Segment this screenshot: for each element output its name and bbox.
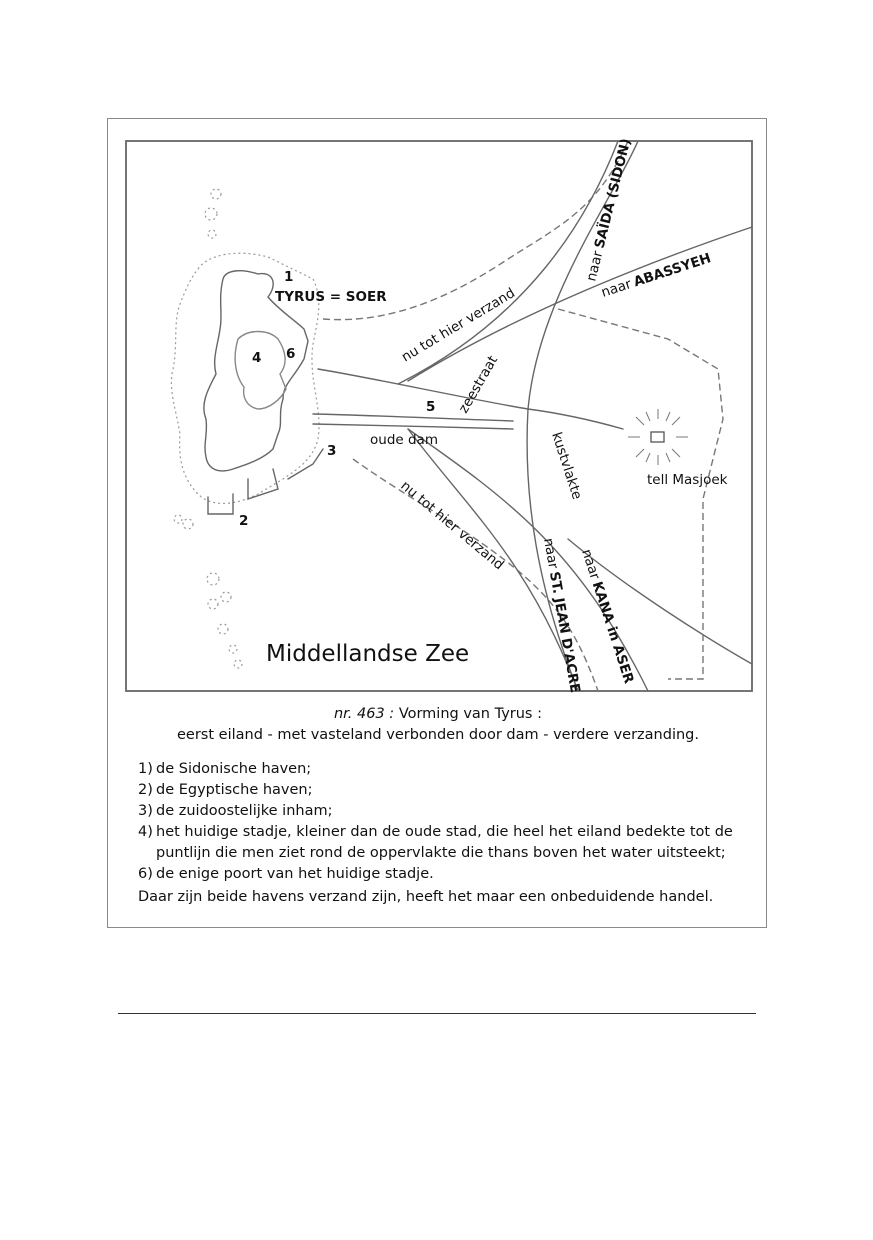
marker-5: 5 bbox=[426, 399, 436, 415]
caption-number: nr. 463 : bbox=[333, 706, 395, 722]
caption-title: Vorming van Tyrus : bbox=[398, 706, 542, 722]
svg-text:naar: naar bbox=[578, 547, 603, 582]
marker-1: 1 bbox=[284, 269, 294, 285]
oude-dam-label: oude dam bbox=[370, 432, 438, 448]
zeestraat-label: zeestraat bbox=[455, 353, 502, 416]
road-label-saida bbox=[582, 137, 634, 283]
svg-text:naar: naar bbox=[599, 276, 634, 301]
tyrus-label: TYRUS = SOER bbox=[275, 289, 387, 305]
legend-item: 6) de enige poort van het huidige stadje. bbox=[138, 866, 434, 882]
kustvlakte-label: kustvlakte bbox=[548, 430, 585, 502]
marker-3: 3 bbox=[327, 443, 337, 459]
page-divider bbox=[118, 1013, 756, 1014]
sea-label: Middellandse Zee bbox=[266, 641, 470, 667]
reef-stones bbox=[174, 189, 242, 668]
figure-frame bbox=[107, 118, 767, 928]
road-label-acre bbox=[540, 537, 583, 694]
legend-item: 4) het huidige stadje, kleiner dan de oude stad, die heel het eiland bedekte tot de puntlijn die men ziet rond de oppervlakte die thans boven het water uitsteekt; bbox=[138, 824, 733, 861]
legend-list bbox=[138, 759, 758, 885]
coast-line-2 bbox=[527, 141, 638, 691]
legend-item: 3) de zuidoostelijke inham; bbox=[138, 803, 333, 819]
marker-4: 4 bbox=[252, 350, 262, 366]
verzand-north-label: nu tot hier verzand bbox=[398, 285, 518, 366]
svg-text:ABASSYEH: ABASSYEH bbox=[631, 250, 713, 291]
road-label-abassyeh bbox=[599, 250, 713, 301]
city-block bbox=[235, 332, 286, 410]
svg-text:naar: naar bbox=[583, 249, 607, 283]
svg-text:ST. JEAN D'ACRE: ST. JEAN D'ACRE bbox=[545, 570, 584, 695]
marker-6: 6 bbox=[286, 346, 296, 362]
map-drawing bbox=[108, 119, 768, 699]
egyptian-harbour bbox=[208, 449, 323, 514]
legend-item: 1) de Sidonische haven; bbox=[138, 761, 312, 777]
tell-masjoek-label: tell Masjoek bbox=[647, 472, 728, 488]
legend-item: 2) de Egyptische haven; bbox=[138, 782, 313, 798]
svg-text:SAÏDA (SIDON): SAÏDA (SIDON) bbox=[591, 136, 635, 250]
marker-2: 2 bbox=[239, 513, 249, 529]
dam-north-line bbox=[313, 414, 513, 421]
dam-south-line bbox=[313, 424, 513, 429]
verzand-south-label: nu tot hier verzand bbox=[397, 477, 507, 574]
svg-text:naar: naar bbox=[540, 536, 562, 570]
caption-subtitle: eerst eiland - met vasteland verbonden door dam - verdere verzanding. bbox=[177, 727, 699, 743]
svg-text:KANA in ASER: KANA in ASER bbox=[588, 579, 637, 686]
figure-note: Daar zijn beide havens verzand zijn, heeft het maar een onbeduidende handel. bbox=[138, 889, 714, 905]
road-label-kana bbox=[578, 547, 637, 686]
tell-masjoek-icon bbox=[628, 409, 688, 465]
figure-caption bbox=[108, 704, 768, 746]
